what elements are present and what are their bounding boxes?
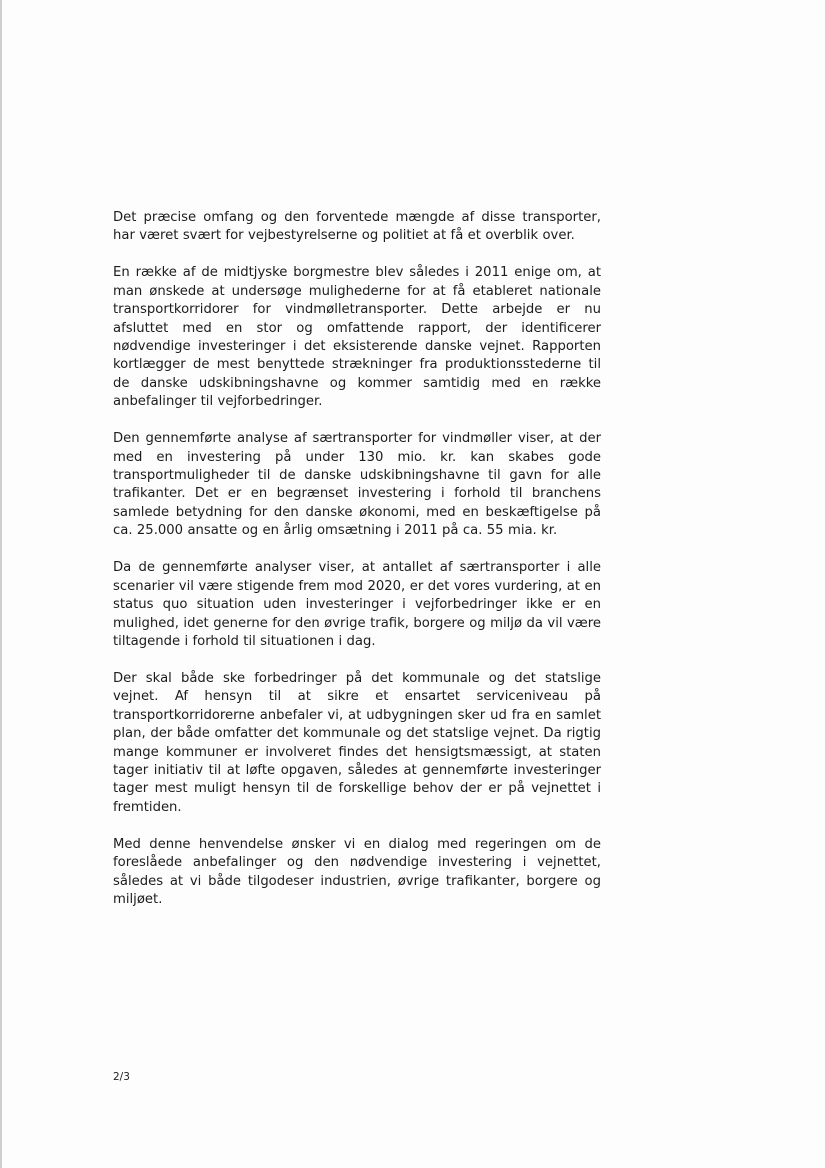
paragraph-mayors-initiative: En række af de midtjyske borgmestre blev således i 2011 enige om, at man ønskede at undersøge mulighederne for at få etableret nationale transportkorridorer for vindmølletransporter. Dette arbejde er nu afsluttet med en stor og omfattende rapport, der identificerer nødvendige investeringer i det eksisterende danske vejnet. Rapporten kortlægger de mest benyttede strækninger fra produktionsstederne til de danske udskibningshavne og kommer samtidig med en række anbefalinger til vejforbedringer. bbox=[113, 265, 601, 410]
scan-edge bbox=[0, 0, 2, 1168]
letter-body bbox=[113, 209, 601, 928]
paragraph-overview-difficulty: Det præcise omfang og den forventede mængde af disse transporter, har været svært for vejbestyrelserne og politiet at få et overblik over. bbox=[113, 210, 601, 244]
page-number: 2/3 bbox=[113, 1071, 130, 1083]
paragraph-road-network-plan: Der skal både ske forbedringer på det kommunale og det statslige vejnet. Af hensyn til at sikre et ensartet serviceniveau på transportkorridorerne anbefaler vi, at udbygningen sker ud fra en samlet plan, der både omfatter det kommunale og det statslige vejnet. Da rigtig mange kommuner er involveret findes det hensigtsmæssigt, at staten tager initiativ til at løfte opgaven, således at gennemførte investeringer tager mest muligt hensyn til de forskellige behov der er på vejnettet i fremtiden. bbox=[113, 670, 601, 815]
paragraph-analysis-investment: Den gennemførte analyse af særtransporter for vindmøller viser, at der med en investering på under 130 mio. kr. kan skabes gode transportmuligheder til de danske udskibningshavne til gavn for alle trafikanter. Det er en begrænset investering i forhold til branchens samlede betydning for den danske økonomi, med en beskæftigelse på ca. 25.000 ansatte og en årlig omsætning i 2011 på ca. 55 mia. kr. bbox=[113, 431, 601, 539]
paragraph-dialogue-request: Med denne henvendelse ønsker vi en dialog med regeringen om de foreslåede anbefalinger og den nødvendige investering i vejnettet, således at vi både tilgodeser industrien, øvrige trafikanter, borgere og miljøet. bbox=[113, 836, 601, 907]
paragraph-status-quo: Da de gennemførte analyser viser, at antallet af særtransporter i alle scenarier vil være stigende frem mod 2020, er det vores vurdering, at en status quo situation uden investeringer i vejforbedringer ikke er en mulighed, idet generne for den øvrige trafik, borgere og miljø da vil være tiltagende i forhold til situationen i dag. bbox=[113, 560, 601, 649]
